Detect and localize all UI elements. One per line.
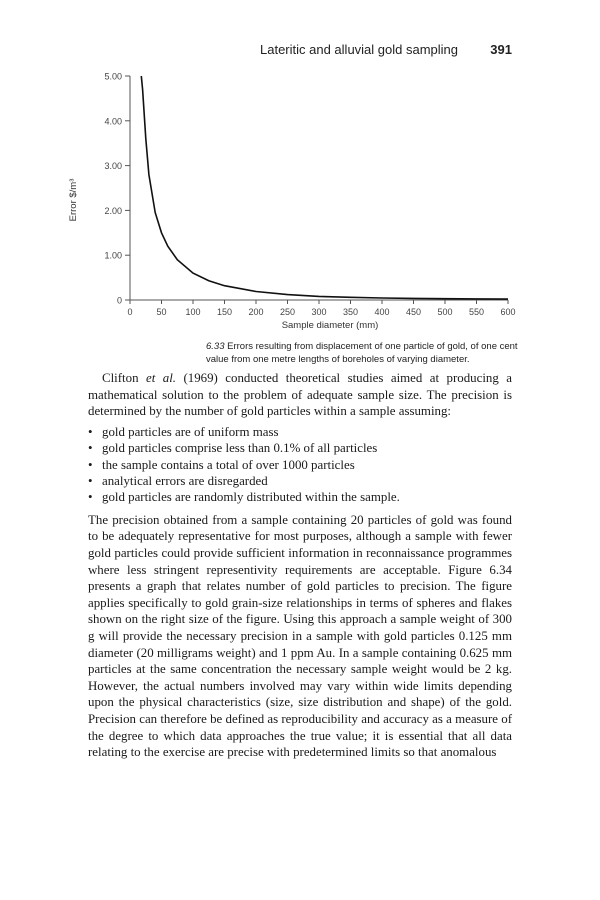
figure-caption <box>206 340 526 366</box>
x-ticks <box>127 300 515 317</box>
y-tick-label: 0 <box>116 295 122 306</box>
caption-text: Errors resulting from displacement of one particle of gold, of one cent value from one metre lengths of boreholes of varying diameter. <box>206 341 518 365</box>
x-tick-label: 500 <box>437 307 453 317</box>
x-tick-label: 200 <box>248 307 264 317</box>
list-item: • gold particles are randomly distributed within the sample. <box>88 490 400 505</box>
bullet-icon: • <box>88 490 93 505</box>
body-text <box>88 370 512 761</box>
error-curve <box>141 76 508 299</box>
x-tick-label: 350 <box>342 307 359 317</box>
bullet-icon: • <box>88 474 93 488</box>
page-number: 391 <box>490 42 512 57</box>
y-tick-label: 5.00 <box>104 71 122 82</box>
list-item: • gold particles are of uniform mass <box>88 424 279 439</box>
x-tick-label: 0 <box>127 307 133 317</box>
x-tick-label: 600 <box>500 307 516 317</box>
x-tick-label: 150 <box>216 307 233 317</box>
assumptions-list <box>88 424 512 506</box>
x-tick-label: 550 <box>468 307 485 317</box>
x-tick-label: 250 <box>279 307 296 317</box>
intro-etal: et al. <box>146 371 177 385</box>
y-tick-label: 4.00 <box>104 116 122 127</box>
error-vs-diameter-chart <box>60 64 520 336</box>
running-header <box>260 40 512 58</box>
body-paragraph: The precision obtained from a sample containing 20 particles of gold was found to be adequately representative for most purposes, although a sample with fewer gold particles could provide sufficient information in reconnaissance programmes where less stringent representivity requirements are acceptable. Figure 6.34 presents a graph that relates number of gold particles to precision. The figure applies specifically to gold grain-size relationships in terms of spheres and flakes shown on the right size of the figure. Using this approach a sample weight of 300 g will provide the necessary precision in a sample with gold particles 0.125 mm diameter (20 milligrams weight) and 1 ppm Au. In a sample containing 0.625 mm particles at the same concentration the necessary sample weight would be 2 kg. However, the actual numbers involved may vary within wide limits depending upon the physical characteristics (size, size distribution and shape) of the gold. Precision can therefore be defined as reproducibility and accuracy as a measure of the degree to which data approaches the true value; it is essential that all data relating to the exercise are precise with predetermined limits so that anomalous <box>88 512 512 760</box>
bullet-icon: • <box>88 457 93 472</box>
x-tick-label: 50 <box>156 307 167 317</box>
y-tick-label: 2.00 <box>104 205 122 216</box>
intro-author: Clifton <box>102 371 139 385</box>
y-tick-label: 1.00 <box>104 250 122 261</box>
list-item: • gold particles comprise less than 0.1% of all particles <box>88 441 378 456</box>
intro-paragraph <box>88 370 512 420</box>
figure-number: 6.33 <box>206 341 225 352</box>
y-ticks <box>104 72 130 306</box>
x-tick-label: 450 <box>405 307 422 317</box>
y-axis-label: Error $/m³ <box>68 178 79 222</box>
running-title: Lateritic and alluvial gold sampling <box>260 42 459 57</box>
x-tick-label: 100 <box>185 307 201 317</box>
intro-rest: (1969) conducted theoretical studies aimed at producing a mathematical solution to the problem of adequate sample size. The precision is determined by the number of gold particles within a sample assuming: <box>88 371 513 419</box>
x-tick-label: 300 <box>311 307 327 317</box>
list-item: • analytical errors are disregarded <box>88 474 268 488</box>
axes <box>130 76 508 300</box>
x-axis-label: Sample diameter (mm) <box>281 320 379 331</box>
bullet-icon: • <box>88 441 93 456</box>
y-tick-label: 3.00 <box>104 161 122 172</box>
x-tick-label: 400 <box>374 307 390 317</box>
list-item: • the sample contains a total of over 1000 particles <box>88 457 355 472</box>
bullet-icon: • <box>88 424 93 439</box>
